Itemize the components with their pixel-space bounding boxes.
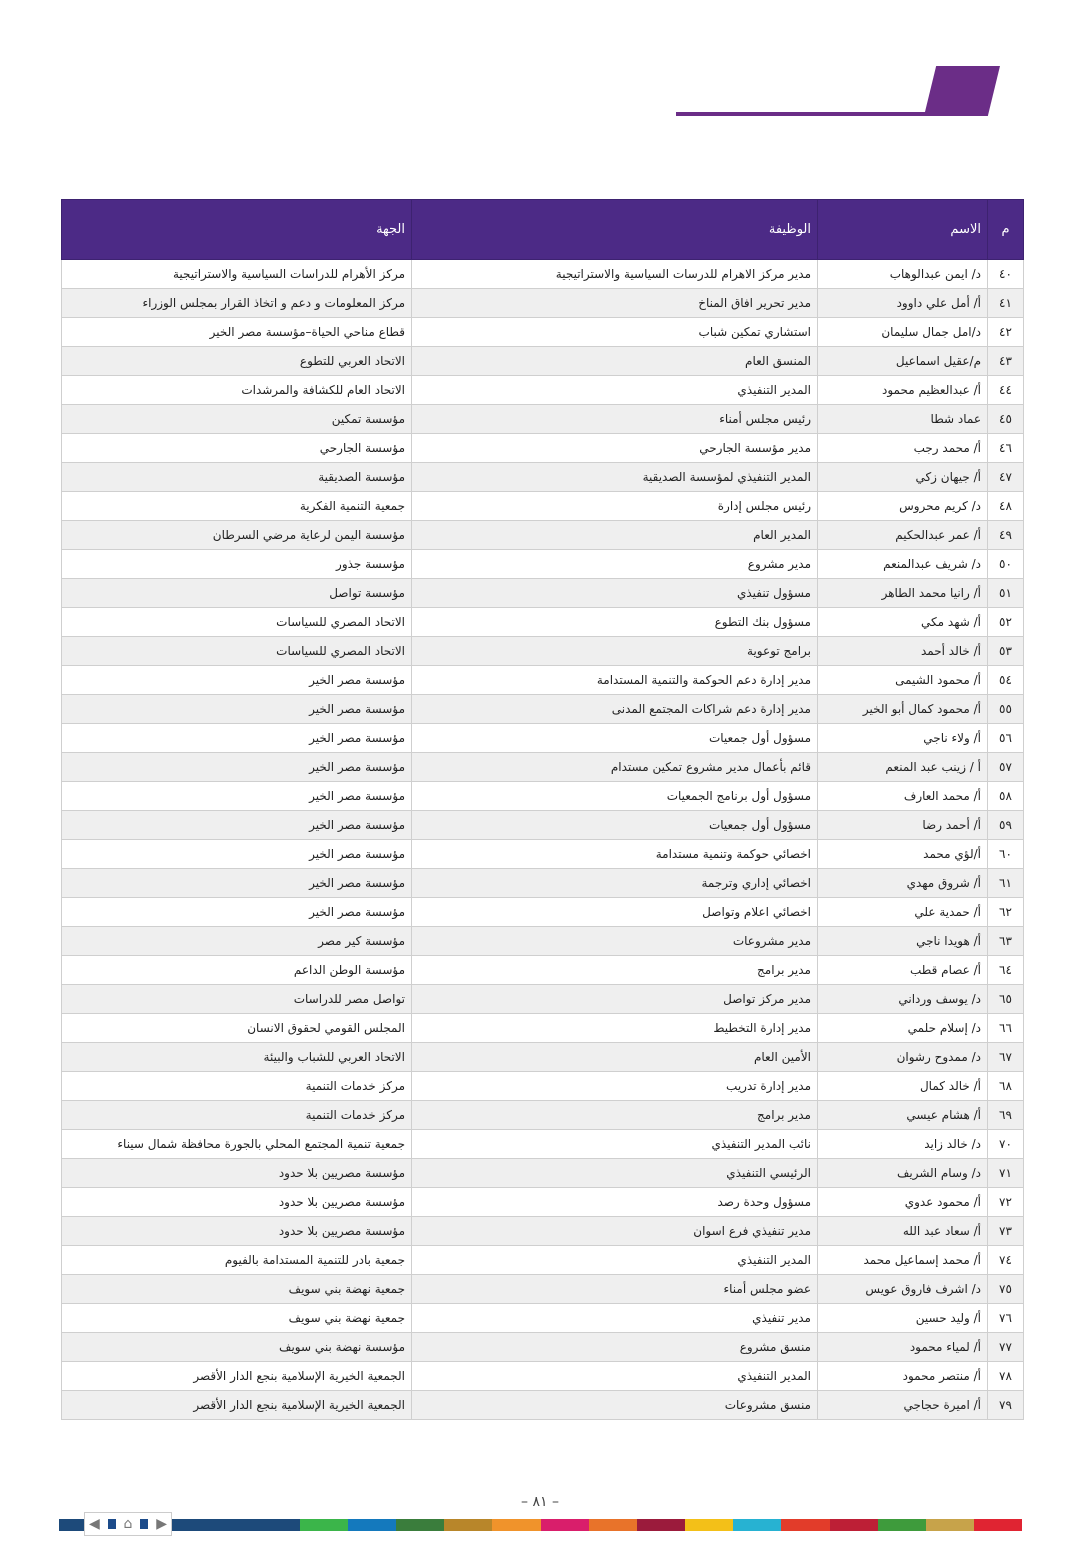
name-cell: أ/لؤي محمد xyxy=(818,840,988,869)
name-cell: أ/ محمود كمال أبو الخير xyxy=(818,695,988,724)
job-cell: اخصائي إداري وترجمة xyxy=(412,869,818,898)
row-number-cell: ٥٢ xyxy=(988,608,1024,637)
job-cell: اخصائي حوكمة وتنمية مستدامة xyxy=(412,840,818,869)
color-segment xyxy=(830,1519,878,1531)
name-cell: أ/ لمياء محمود xyxy=(818,1333,988,1362)
row-number-cell: ٧٢ xyxy=(988,1188,1024,1217)
job-cell: مدير برامج xyxy=(412,1101,818,1130)
table-row xyxy=(62,405,1024,434)
table-row xyxy=(62,521,1024,550)
job-cell: قائم بأعمال مدير مشروع تمكين مستدام xyxy=(412,753,818,782)
table-row xyxy=(62,811,1024,840)
table-row xyxy=(62,1275,1024,1304)
row-number-cell: ٧٤ xyxy=(988,1246,1024,1275)
name-cell: أ/ محمود عدوي xyxy=(818,1188,988,1217)
organization-cell: مؤسسة نهضة بني سويف xyxy=(62,1333,412,1362)
table-row xyxy=(62,492,1024,521)
organization-cell: الاتحاد المصري للسياسات xyxy=(62,608,412,637)
table-row xyxy=(62,956,1024,985)
table-row xyxy=(62,1043,1024,1072)
color-segment xyxy=(589,1519,637,1531)
organization-cell: مؤسسة مصر الخير xyxy=(62,898,412,927)
table-row xyxy=(62,318,1024,347)
name-cell: أ/ شروق مهدي xyxy=(818,869,988,898)
name-cell: أ/ حمدية علي xyxy=(818,898,988,927)
job-cell: المنسق العام xyxy=(412,347,818,376)
row-number-cell: ٦٢ xyxy=(988,898,1024,927)
job-cell: المدير العام xyxy=(412,521,818,550)
name-cell: أ/ محمد رجب xyxy=(818,434,988,463)
job-cell: المدير التنفيذي xyxy=(412,1246,818,1275)
stop-icon[interactable] xyxy=(140,1519,148,1529)
organization-cell: جمعية تنمية المجتمع المحلي بالجورة محافظة شمال سيناء xyxy=(62,1130,412,1159)
color-segment xyxy=(252,1519,300,1531)
job-cell: رئيس مجلس إدارة xyxy=(412,492,818,521)
table-row xyxy=(62,1101,1024,1130)
color-segment xyxy=(492,1519,540,1531)
row-number-cell: ٤٣ xyxy=(988,347,1024,376)
row-number-cell: ٦٠ xyxy=(988,840,1024,869)
table-row xyxy=(62,579,1024,608)
name-cell: أ/ أمل علي داوود xyxy=(818,289,988,318)
organization-cell: مؤسسة الجارحي xyxy=(62,434,412,463)
job-cell: مسؤول وحدة رصد xyxy=(412,1188,818,1217)
name-cell: د/ وسام الشريف xyxy=(818,1159,988,1188)
table-row xyxy=(62,1072,1024,1101)
row-number-cell: ٥٠ xyxy=(988,550,1024,579)
page-navigation xyxy=(84,1512,172,1536)
color-segment xyxy=(685,1519,733,1531)
job-cell: عضو مجلس أمناء xyxy=(412,1275,818,1304)
organization-cell: الاتحاد العربي للشباب والبيئة xyxy=(62,1043,412,1072)
table-row xyxy=(62,927,1024,956)
organization-cell: مؤسسة مصر الخير xyxy=(62,666,412,695)
header-decoration xyxy=(924,66,1000,116)
name-cell: أ/ هويدا ناجي xyxy=(818,927,988,956)
row-number-cell: ٥٦ xyxy=(988,724,1024,753)
next-arrow-icon[interactable]: ▶ xyxy=(156,1516,168,1532)
row-number-cell: ٥٣ xyxy=(988,637,1024,666)
job-cell: مدير تنفيذي فرع اسوان xyxy=(412,1217,818,1246)
row-number-cell: ٧٠ xyxy=(988,1130,1024,1159)
color-segment xyxy=(444,1519,492,1531)
organization-cell: مؤسسة كير مصر xyxy=(62,927,412,956)
name-cell: د/ ممدوح رشوان xyxy=(818,1043,988,1072)
organization-cell: الجمعية الخيرية الإسلامية بنجع الدار الأقصر xyxy=(62,1391,412,1420)
row-number-cell: ٦٤ xyxy=(988,956,1024,985)
organization-cell: مؤسسة تمكين xyxy=(62,405,412,434)
job-cell: منسق مشروع xyxy=(412,1333,818,1362)
name-cell: أ/ رانيا محمد الطاهر xyxy=(818,579,988,608)
job-cell: نائب المدير التنفيذي xyxy=(412,1130,818,1159)
column-header-job: الوظيفة xyxy=(412,200,818,260)
name-cell: أ/ أحمد رضا xyxy=(818,811,988,840)
header-rule xyxy=(676,112,932,116)
organization-cell: مؤسسة الصديقية xyxy=(62,463,412,492)
name-cell: أ/ عصام قطب xyxy=(818,956,988,985)
row-number-cell: ٦٦ xyxy=(988,1014,1024,1043)
table-row xyxy=(62,695,1024,724)
color-segment xyxy=(637,1519,685,1531)
row-number-cell: ٥٤ xyxy=(988,666,1024,695)
job-cell: مسؤول بنك التطوع xyxy=(412,608,818,637)
job-cell: مدير إدارة دعم شراكات المجتمع المدنى xyxy=(412,695,818,724)
row-number-cell: ٦٥ xyxy=(988,985,1024,1014)
job-cell: مسؤول أول جمعيات xyxy=(412,811,818,840)
row-number-cell: ٧٦ xyxy=(988,1304,1024,1333)
job-cell: مدير مركز الاهرام للدرسات السياسية والاستراتيجية xyxy=(412,260,818,289)
name-cell: د/ يوسف ورداني xyxy=(818,985,988,1014)
home-icon[interactable]: ⌂ xyxy=(123,1516,133,1532)
table-body xyxy=(62,260,1024,1420)
job-cell: مدير تحرير افاق المناخ xyxy=(412,289,818,318)
organization-cell: مركز خدمات التنمية xyxy=(62,1072,412,1101)
table-row xyxy=(62,1159,1024,1188)
job-cell: مدير تنفيذي xyxy=(412,1304,818,1333)
color-segment xyxy=(926,1519,974,1531)
job-cell: مدير إدارة تدريب xyxy=(412,1072,818,1101)
organization-cell: قطاع مناحي الحياة–مؤسسة مصر الخير xyxy=(62,318,412,347)
table-row xyxy=(62,347,1024,376)
job-cell: برامج توعوية xyxy=(412,637,818,666)
name-cell: أ/ منتصر محمود xyxy=(818,1362,988,1391)
color-segment xyxy=(541,1519,589,1531)
table-row xyxy=(62,260,1024,289)
job-cell: مدير إدارة التخطيط xyxy=(412,1014,818,1043)
organization-cell: مؤسسة مصر الخير xyxy=(62,811,412,840)
organization-cell: مؤسسة مصريين بلا حدود xyxy=(62,1188,412,1217)
table-row xyxy=(62,1362,1024,1391)
name-cell: أ/ هشام عيسي xyxy=(818,1101,988,1130)
table-row xyxy=(62,1130,1024,1159)
page-number: – ٨١ – xyxy=(521,1494,559,1510)
table-row xyxy=(62,753,1024,782)
table-row xyxy=(62,869,1024,898)
color-segment xyxy=(300,1519,348,1531)
job-cell: مدير برامج xyxy=(412,956,818,985)
color-segment xyxy=(348,1519,396,1531)
organization-cell: جمعية نهضة بني سويف xyxy=(62,1304,412,1333)
row-number-cell: ٤٦ xyxy=(988,434,1024,463)
table-row xyxy=(62,1217,1024,1246)
name-cell: أ/ ولاء ناجي xyxy=(818,724,988,753)
job-cell: منسق مشروعات xyxy=(412,1391,818,1420)
name-cell: د/ ايمن عبدالوهاب xyxy=(818,260,988,289)
job-cell: الرئيسي التنفيذي xyxy=(412,1159,818,1188)
table-row xyxy=(62,434,1024,463)
row-number-cell: ٧٩ xyxy=(988,1391,1024,1420)
name-cell: أ / زينب عبد المنعم xyxy=(818,753,988,782)
job-cell: اخصائي اعلام وتواصل xyxy=(412,898,818,927)
table-row xyxy=(62,666,1024,695)
organization-cell: مؤسسة مصريين بلا حدود xyxy=(62,1217,412,1246)
table-row xyxy=(62,1246,1024,1275)
table-row xyxy=(62,985,1024,1014)
organization-cell: تواصل مصر للدراسات xyxy=(62,985,412,1014)
row-number-cell: ٥٥ xyxy=(988,695,1024,724)
name-cell: أ/ اميرة حجاجي xyxy=(818,1391,988,1420)
table-row xyxy=(62,782,1024,811)
table-row xyxy=(62,608,1024,637)
row-number-cell: ٤٤ xyxy=(988,376,1024,405)
table-row xyxy=(62,1014,1024,1043)
organization-cell: الاتحاد المصري للسياسات xyxy=(62,637,412,666)
organization-cell: الاتحاد العربي للتطوع xyxy=(62,347,412,376)
organization-cell: مؤسسة مصر الخير xyxy=(62,840,412,869)
name-cell: أ/ وليد حسين xyxy=(818,1304,988,1333)
name-cell: أ/ شهد مكي xyxy=(818,608,988,637)
color-segment xyxy=(781,1519,829,1531)
organization-cell: جمعية نهضة بني سويف xyxy=(62,1275,412,1304)
table-row xyxy=(62,289,1024,318)
stop-icon[interactable] xyxy=(108,1519,116,1529)
job-cell: الأمين العام xyxy=(412,1043,818,1072)
footer-color-bar xyxy=(59,1516,1022,1532)
organization-cell: مركز المعلومات و دعم و اتخاذ القرار بمجلس الوزراء xyxy=(62,289,412,318)
previous-arrow-icon[interactable]: ◀ xyxy=(88,1516,100,1532)
organization-cell: مؤسسة مصر الخير xyxy=(62,695,412,724)
organization-cell: جمعية بادر للتنمية المستدامة بالفيوم xyxy=(62,1246,412,1275)
column-header-org: الجهة xyxy=(62,200,412,260)
organization-cell: مركز خدمات التنمية xyxy=(62,1101,412,1130)
name-cell: أ/ سعاد عبد الله xyxy=(818,1217,988,1246)
participants-table xyxy=(61,199,1024,1420)
table-row xyxy=(62,724,1024,753)
job-cell: رئيس مجلس أمناء xyxy=(412,405,818,434)
name-cell: م/عقيل اسماعيل xyxy=(818,347,988,376)
job-cell: مسؤول تنفيذي xyxy=(412,579,818,608)
job-cell: مسؤول أول جمعيات xyxy=(412,724,818,753)
row-number-cell: ٧١ xyxy=(988,1159,1024,1188)
name-cell: د/ كريم محروس xyxy=(818,492,988,521)
row-number-cell: ٤٢ xyxy=(988,318,1024,347)
color-segment xyxy=(974,1519,1022,1531)
organization-cell: جمعية التنمية الفكرية xyxy=(62,492,412,521)
table-row xyxy=(62,840,1024,869)
name-cell: أ/ خالد أحمد xyxy=(818,637,988,666)
job-cell: استشاري تمكين شباب xyxy=(412,318,818,347)
row-number-cell: ٦٣ xyxy=(988,927,1024,956)
organization-cell: مؤسسة مصر الخير xyxy=(62,724,412,753)
job-cell: مدير مشروعات xyxy=(412,927,818,956)
job-cell: مدير مركز تواصل xyxy=(412,985,818,1014)
organization-cell: مؤسسة اليمن لرعاية مرضي السرطان xyxy=(62,521,412,550)
row-number-cell: ٥٨ xyxy=(988,782,1024,811)
row-number-cell: ٤٩ xyxy=(988,521,1024,550)
table-row xyxy=(62,463,1024,492)
organization-cell: مؤسسة تواصل xyxy=(62,579,412,608)
color-segment xyxy=(396,1519,444,1531)
organization-cell: مؤسسة مصر الخير xyxy=(62,869,412,898)
row-number-cell: ٥٩ xyxy=(988,811,1024,840)
column-header-number: م xyxy=(988,200,1024,260)
row-number-cell: ٦٩ xyxy=(988,1101,1024,1130)
table-row xyxy=(62,1391,1024,1420)
job-cell: المدير التنفيذي xyxy=(412,376,818,405)
column-header-name: الاسم xyxy=(818,200,988,260)
color-segment xyxy=(878,1519,926,1531)
organization-cell: المجلس القومي لحقوق الانسان xyxy=(62,1014,412,1043)
name-cell: أ/ عبدالعظيم محمود xyxy=(818,376,988,405)
organization-cell: مؤسسة مصر الخير xyxy=(62,753,412,782)
name-cell: د/ اشرف فاروق عويس xyxy=(818,1275,988,1304)
name-cell: أ/ محمود الشيمى xyxy=(818,666,988,695)
name-cell: د/ شريف عبدالمنعم xyxy=(818,550,988,579)
table-header-row xyxy=(62,200,1024,260)
name-cell: د/ خالد زايد xyxy=(818,1130,988,1159)
row-number-cell: ٧٥ xyxy=(988,1275,1024,1304)
row-number-cell: ٥١ xyxy=(988,579,1024,608)
row-number-cell: ٧٧ xyxy=(988,1333,1024,1362)
job-cell: مدير مشروع xyxy=(412,550,818,579)
name-cell: د/امل جمال سليمان xyxy=(818,318,988,347)
row-number-cell: ٤٥ xyxy=(988,405,1024,434)
table-row xyxy=(62,898,1024,927)
table-row xyxy=(62,1304,1024,1333)
name-cell: أ/ خالد كمال xyxy=(818,1072,988,1101)
organization-cell: مؤسسة مصر الخير xyxy=(62,782,412,811)
row-number-cell: ٦٧ xyxy=(988,1043,1024,1072)
table-row xyxy=(62,1188,1024,1217)
table-row xyxy=(62,637,1024,666)
job-cell: مدير إدارة دعم الحوكمة والتنمية المستدامة xyxy=(412,666,818,695)
name-cell: أ/ عمر عبدالحكيم xyxy=(818,521,988,550)
row-number-cell: ٦١ xyxy=(988,869,1024,898)
organization-cell: الاتحاد العام للكشافة والمرشدات xyxy=(62,376,412,405)
color-segment xyxy=(733,1519,781,1531)
row-number-cell: ٧٨ xyxy=(988,1362,1024,1391)
row-number-cell: ٤٠ xyxy=(988,260,1024,289)
organization-cell: الجمعية الخيرية الإسلامية بنجع الدار الأقصر xyxy=(62,1362,412,1391)
table-row xyxy=(62,550,1024,579)
organization-cell: مؤسسة جذور xyxy=(62,550,412,579)
job-cell: المدير التنفيذي xyxy=(412,1362,818,1391)
name-cell: أ/ جيهان زكي xyxy=(818,463,988,492)
row-number-cell: ٤٧ xyxy=(988,463,1024,492)
job-cell: المدير التنفيذي لمؤسسة الصديقية xyxy=(412,463,818,492)
row-number-cell: ٥٧ xyxy=(988,753,1024,782)
name-cell: أ/ محمد إسماعيل محمد xyxy=(818,1246,988,1275)
organization-cell: مؤسسة الوطن الداعم xyxy=(62,956,412,985)
row-number-cell: ٦٨ xyxy=(988,1072,1024,1101)
job-cell: مدير مؤسسة الجارحي xyxy=(412,434,818,463)
organization-cell: مؤسسة مصريين بلا حدود xyxy=(62,1159,412,1188)
table-row xyxy=(62,376,1024,405)
row-number-cell: ٧٣ xyxy=(988,1217,1024,1246)
name-cell: عماد شطا xyxy=(818,405,988,434)
organization-cell: مركز الأهرام للدراسات السياسية والاستراتيجية xyxy=(62,260,412,289)
row-number-cell: ٤٨ xyxy=(988,492,1024,521)
table-row xyxy=(62,1333,1024,1362)
row-number-cell: ٤١ xyxy=(988,289,1024,318)
name-cell: أ/ محمد العارف xyxy=(818,782,988,811)
color-segment xyxy=(203,1519,251,1531)
job-cell: مسؤول أول برنامج الجمعيات xyxy=(412,782,818,811)
name-cell: د/ إسلام حلمي xyxy=(818,1014,988,1043)
